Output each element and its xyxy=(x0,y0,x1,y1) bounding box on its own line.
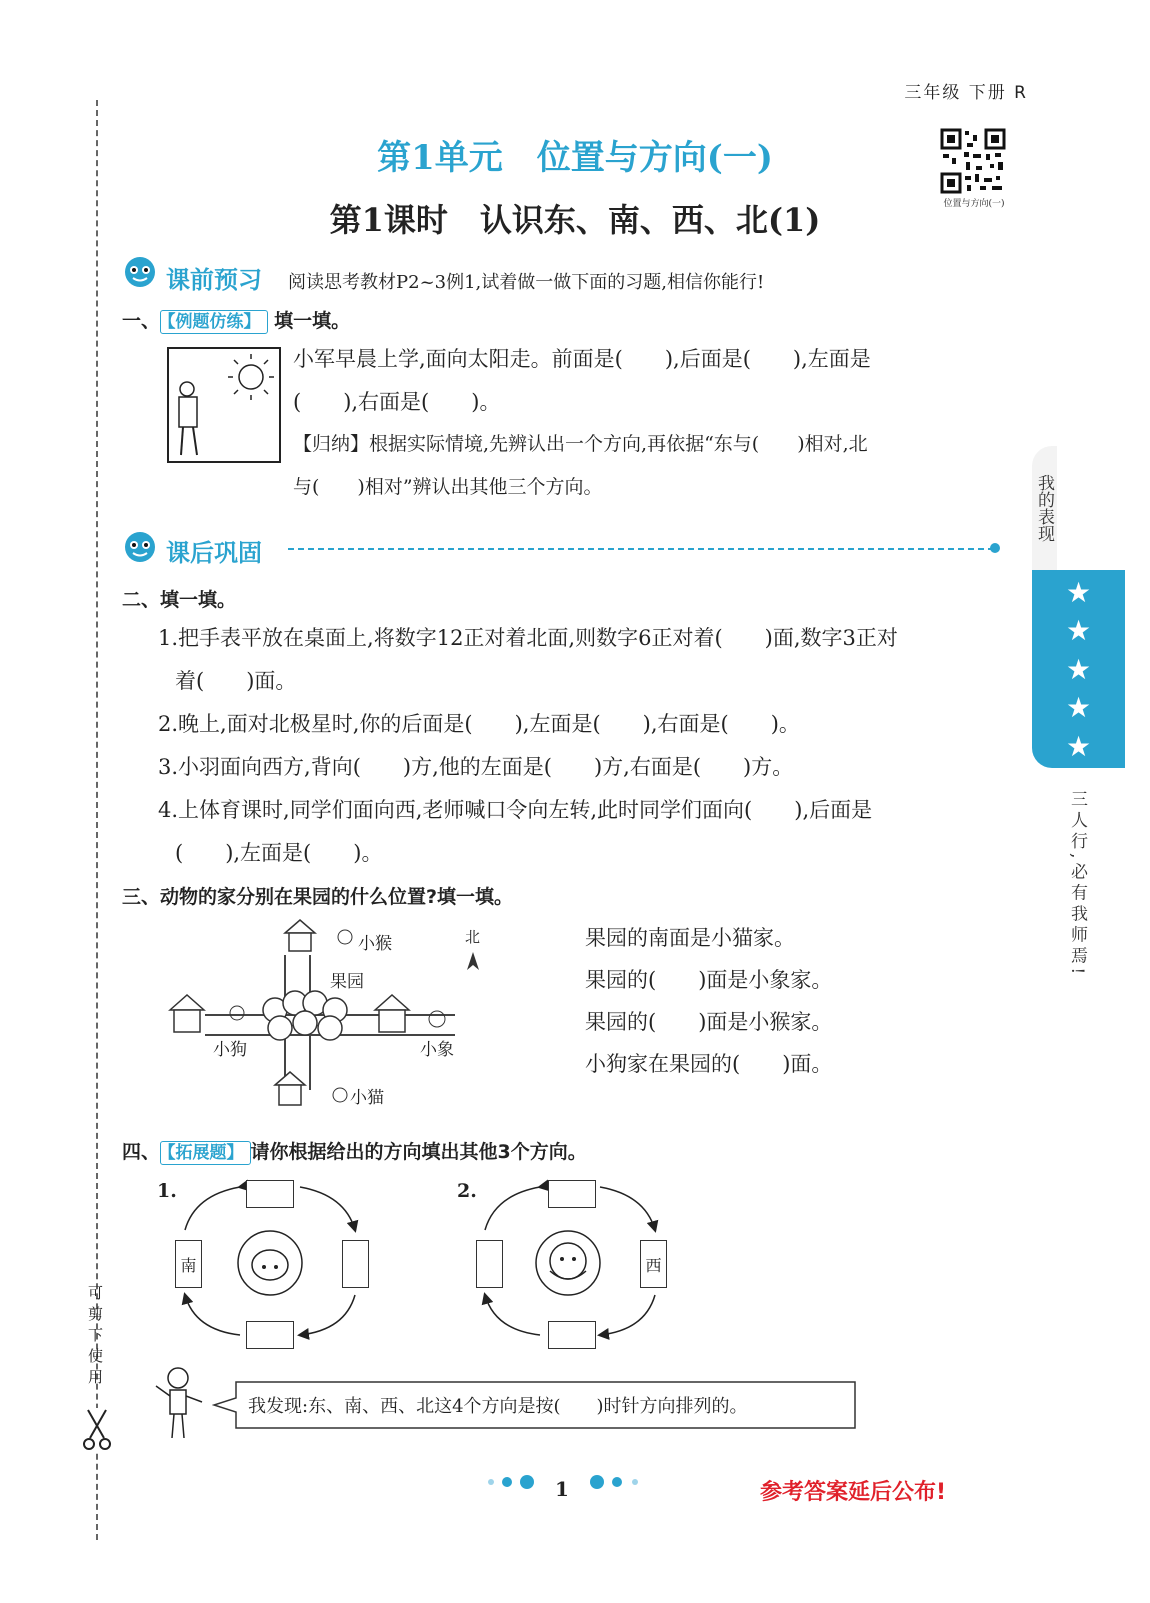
rating-star-icon[interactable]: ★ xyxy=(1065,614,1092,647)
section-divider xyxy=(288,548,994,550)
label-cat: 小猫 xyxy=(350,1088,384,1108)
diagram-2-top-blank[interactable] xyxy=(548,1180,596,1208)
discovery-text: 我发现:东、南、西、北这4个方向是按( )时针方向排列的。 xyxy=(248,1396,748,1417)
diagram-2-left-blank[interactable] xyxy=(476,1240,503,1288)
rating-star-icon[interactable]: ★ xyxy=(1065,652,1092,686)
label-elephant: 小象 xyxy=(420,1040,454,1060)
label-monkey: 小猴 xyxy=(358,934,392,954)
q3-line-1: 果园的南面是小猫家。 xyxy=(585,926,795,950)
mascot-icon xyxy=(120,525,160,565)
diagram-1-right-blank[interactable] xyxy=(342,1240,369,1288)
label-orchard: 果园 xyxy=(330,972,364,992)
q4-number: 四、 xyxy=(122,1141,161,1163)
q1-label: 填一填。 xyxy=(274,310,351,332)
label-north: 北 xyxy=(465,928,481,946)
q1-number: 一、 xyxy=(122,310,161,332)
label-dog: 小狗 xyxy=(213,1040,247,1060)
diagram-1-number: 1. xyxy=(157,1180,177,1202)
performance-tab xyxy=(1032,446,1125,768)
boy-facing-sun-illustration xyxy=(167,347,281,463)
q2-1-line-2: 着( )面。 xyxy=(175,669,297,693)
q2-3: 3.小羽面向西方,背向( )方,他的左面是( )方,右面是( )方。 xyxy=(158,755,794,779)
diagram-1-given-south: 南 xyxy=(175,1240,202,1288)
scissors-icon xyxy=(82,1408,112,1452)
student-pointing-icon xyxy=(150,1362,210,1442)
q2-4-line-2: ( ),左面是( )。 xyxy=(175,841,383,865)
q1-line-2: ( ),右面是( )。 xyxy=(293,390,501,414)
q3-line-3: 果园的( )面是小猴家。 xyxy=(585,1010,833,1034)
page-number: 1 xyxy=(555,1477,569,1501)
q4-label: 请你根据给出的方向填出其他3个方向。 xyxy=(250,1141,587,1163)
preview-intro: 阅读思考教材P2~3例1,试着做一做下面的习题,相信你能行! xyxy=(288,272,765,293)
rating-star-icon[interactable]: ★ xyxy=(1065,691,1092,724)
rating-star-icon[interactable]: ★ xyxy=(1065,729,1092,763)
answer-note: 参考答案延后公布! xyxy=(760,1480,947,1505)
review-heading: 课后巩固 xyxy=(166,538,262,567)
grade-label: 三年级 下册 R xyxy=(904,83,1028,103)
q1-tag: 【例题仿练】 xyxy=(160,310,268,334)
diagram-2-number: 2. xyxy=(457,1180,477,1202)
q2-2: 2.晚上,面对北极星时,你的后面是( ),左面是( ),右面是( )。 xyxy=(158,712,800,736)
q3-line-4: 小狗家在果园的( )面。 xyxy=(585,1052,833,1076)
q2-4-line-1: 4.上体育课时,同学们面向西,老师喊口令向左转,此时同学们面向( ),后面是 xyxy=(158,798,873,822)
performance-label: 我的表现 xyxy=(1032,446,1057,570)
diagram-1-bottom-blank[interactable] xyxy=(246,1321,294,1349)
diagram-2-bottom-blank[interactable] xyxy=(548,1321,596,1349)
diagram-2-given-west: 西 xyxy=(640,1240,667,1288)
rating-star-icon[interactable]: ★ xyxy=(1065,575,1092,609)
summary-line-2: 与( )相对”辨认出其他三个方向。 xyxy=(293,476,603,498)
divider-dot xyxy=(990,543,1000,553)
unit-title: 第1单元 位置与方向(一) xyxy=(377,138,773,178)
diagram-1-top-blank[interactable] xyxy=(246,1180,294,1208)
lesson-title: 第1课时 认识东、南、西、北(1) xyxy=(329,201,821,239)
q2-1-line-1: 1.把手表平放在桌面上,将数字12正对着北面,则数字6正对着( )面,数字3正对 xyxy=(158,626,898,650)
footer-dots-left xyxy=(485,1472,545,1492)
preview-heading: 课前预习 xyxy=(166,265,262,294)
mascot-icon xyxy=(120,250,160,290)
qr-code-icon[interactable] xyxy=(940,128,1006,194)
q2-title: 二、填一填。 xyxy=(122,589,237,611)
cut-hint: 可剪下使用 xyxy=(86,1285,104,1390)
summary-line-1: 【归纳】根据实际情境,先辨认出一个方向,再依据“东与( )相对,北 xyxy=(293,433,868,455)
q3-title: 三、动物的家分别在果园的什么位置?填一填。 xyxy=(122,886,514,908)
q4-tag: 【拓展题】 xyxy=(160,1141,251,1165)
north-arrow-icon xyxy=(467,952,479,970)
footer-dots-right xyxy=(585,1472,645,1492)
motto: 三人行,必有我师焉! xyxy=(1067,790,1087,979)
orchard-map xyxy=(165,915,495,1120)
qr-caption: 位置与方向(一) xyxy=(943,199,1005,209)
q1-line-1: 小军早晨上学,面向太阳走。前面是( ),后面是( ),左面是 xyxy=(293,347,871,371)
q3-line-2: 果园的( )面是小象家。 xyxy=(585,968,833,992)
